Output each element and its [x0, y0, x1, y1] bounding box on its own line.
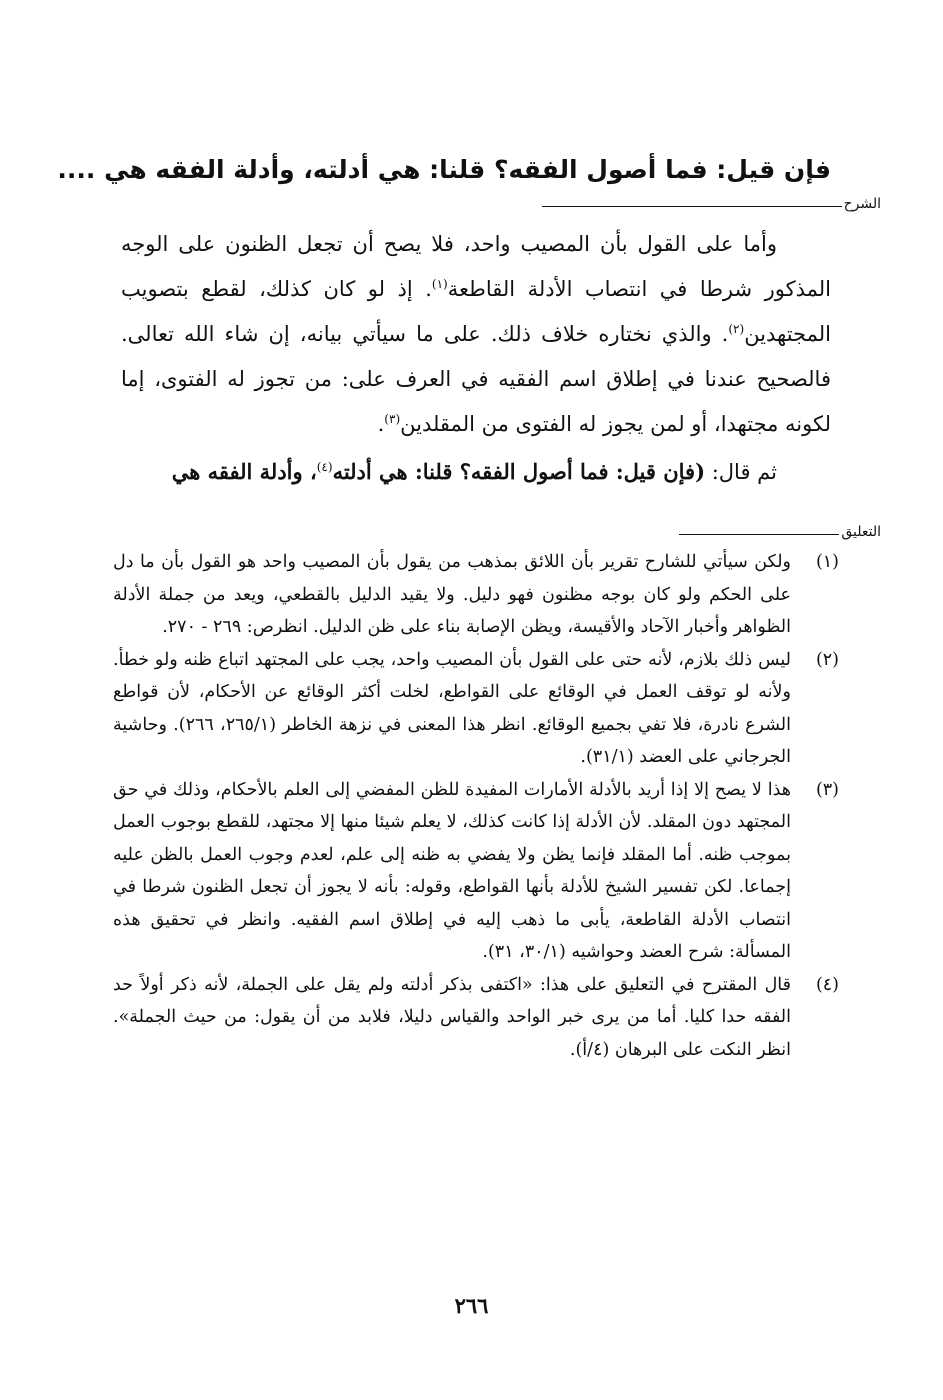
matn-heading: فإن قيل: فما أصول الفقه؟ قلنا: هي أدلته، وأدلة الفقه هي ....: [57, 155, 831, 184]
sharh-body: [121, 222, 831, 495]
footnote-number: (٣): [815, 779, 839, 800]
taleeq-divider: [679, 518, 881, 540]
taleeq-rule: [679, 534, 839, 535]
footnote-number: (٤): [815, 974, 839, 995]
footnote-number: (١): [815, 552, 839, 572]
footnote-text: قال المقترح في التعليق على هذا: «اكتفى بذكر أدلته ولم يقل على الجملة، لأنه ذكر أولاً حد الفقه حدا كليا. أما من يرى خبر الواحد والقياس دليلا، فلابد من أن يقول: من حيث الجملة». انظر النكت على البرهان (٤/أ).: [113, 974, 791, 1060]
footnote: [113, 546, 839, 644]
sharh-p2-quote-cont: ، وأدلة الفقه هي: [171, 459, 317, 484]
footnote-ref-4[interactable]: (٤): [316, 460, 333, 474]
taleeq-label: التعليق: [841, 524, 881, 540]
sharh-text-2: . إذ لو كان كذلك، لقطع بتصويب المجتهدين: [121, 277, 831, 346]
footnote: [113, 969, 839, 1067]
sharh-p2-intro: ثم قال:: [705, 460, 777, 484]
footnote-text: ليس ذلك بلازم، لأنه حتى على القول بأن المصيب واحد، يجب على المجتهد اتباع ظنه ولو خطأ. ولأنه لو توقف العمل في الوقائع على القواطع، لخلت أكثر الوقائع عن الأحكام، لأن قواطع الشرع نادرة، فلا تفي بجميع الوقائع. انظر هذا المعنى في نزهة الخاطر (٢٦٥/١، ٢٦٦). وحاشية الجرجاني على العضد (٣١/١).: [113, 649, 791, 767]
footnote-ref-3[interactable]: (٣): [384, 412, 401, 426]
footnote-ref-2[interactable]: (٢): [728, 322, 745, 336]
footnote: [113, 774, 839, 969]
footnote-ref-1[interactable]: (١): [431, 277, 448, 291]
sharh-rule: [542, 206, 842, 207]
footnote: [113, 644, 839, 774]
footnotes: [113, 546, 839, 1066]
sharh-paragraph-1: [121, 222, 831, 447]
footnote-number: (٢): [815, 649, 839, 670]
footnote-text: هذا لا يصح إلا إذا أريد بالأدلة الأمارات المفيدة للظن المفضي إلى العلم بالأحكام، وذلك في حق المجتهد دون المقلد. لأن الأدلة إذا كانت كذلك، لا يعلم شيئا منها إلا مجتهد، للقطع بوجوب العمل بموجب ظنه. أما المقلد فإنما يظن ولا يفضي به ظنه إلى علم، لعدم وجوب العمل بالظن عليه إجماعا. لكن تفسير الشيخ للأدلة بأنها القواطع، وقوله: بأنه لا يجوز أن تجعل الظنون شرطا في انتصاب الأدلة القاطعة، يأبى ما ذهب إليه في إطلاق اسم الفقيه. وانظر في تحقيق هذه المسألة: شرح العضد وحواشيه (٣٠/١، ٣١).: [113, 779, 791, 962]
sharh-label: الشرح: [843, 196, 881, 212]
footnote-text: ولكن سيأتي للشارح تقرير بأن اللائق بمذهب من يقول بأن المصيب واحد هو القول بأن ما دل على الحكم ولو كان بوجه مظنون فهو دليل. ولا يقيد الدليل بالقطعي، ويعد من جملة الأدلة الظواهر وأخبار الآحاد والأقيسة، ويظن الإصابة بناء على ظن الدليل. انظرص: ٢٦٩ - ٢٧٠.: [113, 552, 791, 637]
sharh-text-end: .: [377, 412, 385, 436]
sharh-paragraph-2: [121, 449, 831, 495]
page-number: ٢٦٦: [454, 1293, 489, 1318]
sharh-text-3: . والذي نختاره خلاف ذلك. على ما سيأتي بيانه، إن شاء الله تعالى. فالصحيح عندنا في إطلاق اسم الفقيه في العرف على: من تجوز له الفتوى، إما لكونه مجتهدا، أو لمن يجوز له الفتوى من المقلدين: [121, 322, 831, 436]
sharh-divider: [542, 190, 881, 212]
sharh-text-1: وأما على القول بأن المصيب واحد، فلا يصح أن تجعل الظنون على الوجه المذكور شرطا في انتصاب الأدلة القاطعة: [121, 232, 831, 301]
sharh-p2-quote: (فإن قيل: فما أصول الفقه؟ قلنا: هي أدلته: [332, 459, 706, 484]
